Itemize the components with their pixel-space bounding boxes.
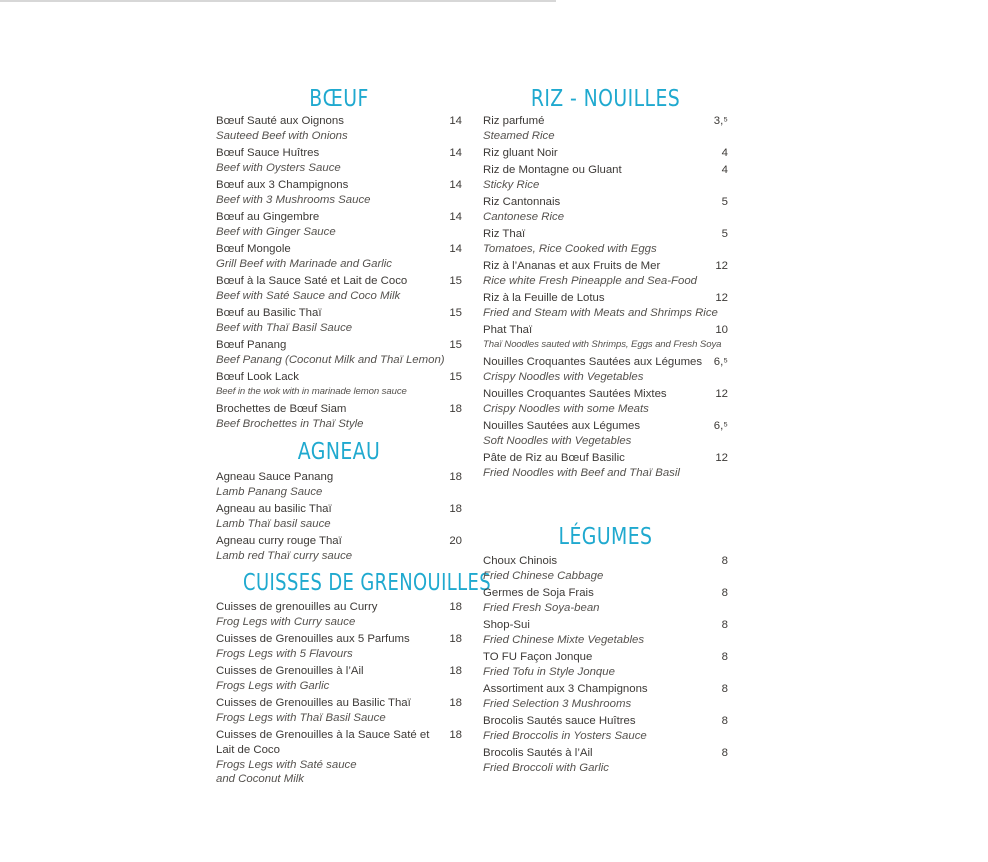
item-name: Bœuf au Gingembre <box>216 211 320 223</box>
menu-item <box>216 632 462 664</box>
item-price: 8 <box>721 555 728 567</box>
item-price: 6,⁵ <box>713 356 728 368</box>
item-name: Agneau Sauce Panang <box>216 471 334 483</box>
item-description: Frogs Legs with Garlic <box>216 680 330 692</box>
menu-item <box>216 114 462 146</box>
item-name: Agneau au basilic Thaï <box>216 503 332 515</box>
section-legumes <box>483 554 728 778</box>
item-description: Rice white Fresh Pineapple and Sea-Food <box>483 275 698 287</box>
item-description: Fried Noodles with Beef and Thaï Basil <box>483 467 680 479</box>
item-name: Riz parfumé <box>483 115 545 127</box>
item-description: Lamb red Thaï curry sauce <box>216 550 353 562</box>
item-description: Beef in the wok with in marinade lemon sauce <box>216 386 407 397</box>
item-description: Crispy Noodles with some Meats <box>483 403 649 415</box>
item-name: Cuisses de Grenouilles au Basilic Thaï <box>216 697 411 709</box>
section-agneau <box>216 470 462 566</box>
item-price: 18 <box>449 503 462 515</box>
item-description: Beef with Oysters Sauce <box>216 162 341 174</box>
menu-item <box>483 146 728 163</box>
item-price: 8 <box>721 715 728 727</box>
item-name: Brocolis Sautés à l’Ail <box>483 747 593 759</box>
item-price: 8 <box>721 651 728 663</box>
item-name: Bœuf au Basilic Thaï <box>216 307 322 319</box>
item-price: 12 <box>715 260 728 272</box>
item-name: Bœuf à la Sauce Saté et Lait de Coco <box>216 275 408 287</box>
top-divider <box>0 0 556 2</box>
item-price: 15 <box>449 275 462 287</box>
item-description: Tomatoes, Rice Cooked with Eggs <box>483 243 657 255</box>
menu-item <box>216 696 462 728</box>
item-name: Agneau curry rouge Thaï <box>216 535 342 547</box>
item-price: 8 <box>721 747 728 759</box>
item-description: Fried Broccoli with Garlic <box>483 762 609 774</box>
section-title-cuisses: CUISSES DE GRENOUILLES <box>243 570 492 596</box>
menu-item <box>483 746 728 778</box>
item-description: Fried Broccolis in Yosters Sauce <box>483 730 647 742</box>
item-name: Germes de Soja Frais <box>483 587 594 599</box>
item-price: 5 <box>721 196 728 208</box>
menu-item <box>216 600 462 632</box>
item-price: 14 <box>449 147 462 159</box>
menu-item <box>483 714 728 746</box>
section-boeuf <box>216 114 462 434</box>
item-name: Bœuf Sauté aux Oignons <box>216 115 344 127</box>
item-name: Cuisses de grenouilles au Curry <box>216 601 378 613</box>
item-name: Assortiment aux 3 Champignons <box>483 683 648 695</box>
item-description: Beef Brochettes in Thaï Style <box>216 418 364 430</box>
item-price: 12 <box>715 452 728 464</box>
item-description: Frogs Legs with Thaï Basil Sauce <box>216 712 386 724</box>
section-cuisses <box>216 600 462 788</box>
item-name: Riz à la Feuille de Lotus <box>483 292 605 304</box>
item-price: 4 <box>721 164 728 176</box>
item-description: Lamb Panang Sauce <box>216 486 323 498</box>
section-title-riz-nouilles: RIZ - NOUILLES <box>530 86 681 112</box>
menu-item <box>216 402 462 434</box>
item-description: Beef with Thaï Basil Sauce <box>216 322 353 334</box>
item-name: Bœuf Sauce Huîtres <box>216 147 320 159</box>
item-name: Riz Cantonnais <box>483 196 561 208</box>
item-name: Nouilles Croquantes Sautées Mixtes <box>483 388 667 400</box>
item-description: Cantonese Rice <box>483 211 565 223</box>
item-name: Bœuf Look Lack <box>216 371 299 383</box>
section-title-legumes: LÉGUMES <box>558 524 653 550</box>
item-description: Grill Beef with Marinade and Garlic <box>216 258 392 270</box>
menu-item <box>216 664 462 696</box>
item-price: 5 <box>721 228 728 240</box>
menu-item <box>216 178 462 210</box>
menu-item <box>483 355 728 387</box>
item-price: 3,⁵ <box>713 115 728 127</box>
item-price: 8 <box>721 587 728 599</box>
item-description: Frogs Legs with 5 Flavours <box>216 648 353 660</box>
item-name: Cuisses de Grenouilles à la Sauce Saté et Lait de Coco <box>216 729 430 756</box>
item-description: Sticky Rice <box>483 179 540 191</box>
menu-item <box>483 323 728 355</box>
item-name: Bœuf Panang <box>216 339 287 351</box>
item-description: Lamb Thaï basil sauce <box>216 518 331 530</box>
item-description: Steamed Rice <box>483 130 555 142</box>
menu-item <box>483 291 728 323</box>
menu-item <box>216 306 462 338</box>
item-description: Fried Tofu in Style Jonque <box>483 666 615 678</box>
item-price: 12 <box>715 292 728 304</box>
menu-item <box>483 114 728 146</box>
item-price: 14 <box>449 243 462 255</box>
item-description: Thaï Noodles sauted with Shrimps, Eggs and Fresh Soya <box>483 339 722 350</box>
item-description: Beef with Saté Sauce and Coco Milk <box>216 290 401 302</box>
item-description: Frog Legs with Curry sauce <box>216 616 356 628</box>
menu-item <box>483 451 728 483</box>
item-price: 14 <box>449 211 462 223</box>
item-name: Pâte de Riz au Bœuf Basilic <box>483 452 625 464</box>
item-description: Frogs Legs with Saté sauce and Coconut Milk <box>216 759 357 785</box>
item-price: 15 <box>449 307 462 319</box>
section-title-agneau: AGNEAU <box>297 439 381 465</box>
item-description: Fried Fresh Soya-bean <box>483 602 600 614</box>
menu-item <box>483 195 728 227</box>
item-name: Riz gluant Noir <box>483 147 558 159</box>
menu-item <box>483 586 728 618</box>
menu-item <box>483 227 728 259</box>
item-price: 6,⁵ <box>713 420 728 432</box>
item-price: 18 <box>449 633 462 645</box>
item-price: 14 <box>449 179 462 191</box>
menu-item <box>483 650 728 682</box>
menu-item <box>216 338 462 370</box>
menu-item <box>216 534 462 566</box>
item-description: Sauteed Beef with Onions <box>216 130 348 142</box>
item-name: TO FU Façon Jonque <box>483 651 593 663</box>
item-price: 15 <box>449 371 462 383</box>
menu-item <box>483 419 728 451</box>
item-price: 18 <box>449 403 462 415</box>
item-name: Cuisses de Grenouilles à l’Ail <box>216 665 364 677</box>
item-description: Beef with Ginger Sauce <box>216 226 336 238</box>
menu-item <box>216 242 462 274</box>
item-name: Brochettes de Bœuf Siam <box>216 403 347 415</box>
item-price: 15 <box>449 339 462 351</box>
menu-column-left <box>216 84 492 788</box>
menu-item <box>216 470 462 502</box>
item-name: Riz de Montagne ou Gluant <box>483 164 622 176</box>
item-description: Crispy Noodles with Vegetables <box>483 371 644 383</box>
menu-item <box>483 682 728 714</box>
item-name: Bœuf aux 3 Champignons <box>216 179 349 191</box>
item-price: 14 <box>449 115 462 127</box>
item-price: 18 <box>449 601 462 613</box>
item-price: 18 <box>449 665 462 677</box>
menu-item <box>216 274 462 306</box>
item-price: 18 <box>449 697 462 709</box>
item-description: Soft Noodles with Vegetables <box>483 435 632 447</box>
item-price: 20 <box>449 535 462 547</box>
menu-item <box>216 370 462 402</box>
item-name: Nouilles Croquantes Sautées aux Légumes <box>483 356 703 368</box>
section-riz-nouilles <box>483 114 728 483</box>
menu-item <box>483 259 728 291</box>
item-description: Fried Chinese Mixte Vegetables <box>483 634 645 646</box>
menu-column-right <box>483 84 728 778</box>
item-description: Fried and Steam with Meats and Shrimps Rice <box>483 307 718 319</box>
menu-item <box>216 210 462 242</box>
menu-item <box>216 728 462 788</box>
menu-item <box>216 502 462 534</box>
item-price: 12 <box>715 388 728 400</box>
item-name: Brocolis Sautés sauce Huîtres <box>483 715 636 727</box>
item-price: 8 <box>721 619 728 631</box>
menu-item <box>216 146 462 178</box>
item-price: 4 <box>721 147 728 159</box>
menu-item <box>483 618 728 650</box>
item-description: Beef with 3 Mushrooms Sauce <box>216 194 371 206</box>
menu-item <box>483 554 728 586</box>
item-name: Nouilles Sautées aux Légumes <box>483 420 641 432</box>
item-name: Shop-Sui <box>483 619 530 631</box>
item-name: Cuisses de Grenouilles aux 5 Parfums <box>216 633 410 645</box>
item-description: Beef Panang (Coconut Milk and Thaï Lemon) <box>216 354 445 366</box>
item-name: Bœuf Mongole <box>216 243 291 255</box>
item-name: Riz Thaï <box>483 228 526 240</box>
item-name: Choux Chinois <box>483 555 558 567</box>
item-description: Fried Chinese Cabbage <box>483 570 604 582</box>
item-price: 18 <box>449 471 462 483</box>
section-title-boeuf: BŒUF <box>309 86 369 112</box>
item-name: Phat Thaï <box>483 324 533 336</box>
menu-item <box>483 163 728 195</box>
item-price: 18 <box>449 729 462 741</box>
item-price: 10 <box>715 324 728 336</box>
item-name: Riz à l’Ananas et aux Fruits de Mer <box>483 260 661 272</box>
item-price: 8 <box>721 683 728 695</box>
item-description: Fried Selection 3 Mushrooms <box>483 698 632 710</box>
menu-item <box>483 387 728 419</box>
